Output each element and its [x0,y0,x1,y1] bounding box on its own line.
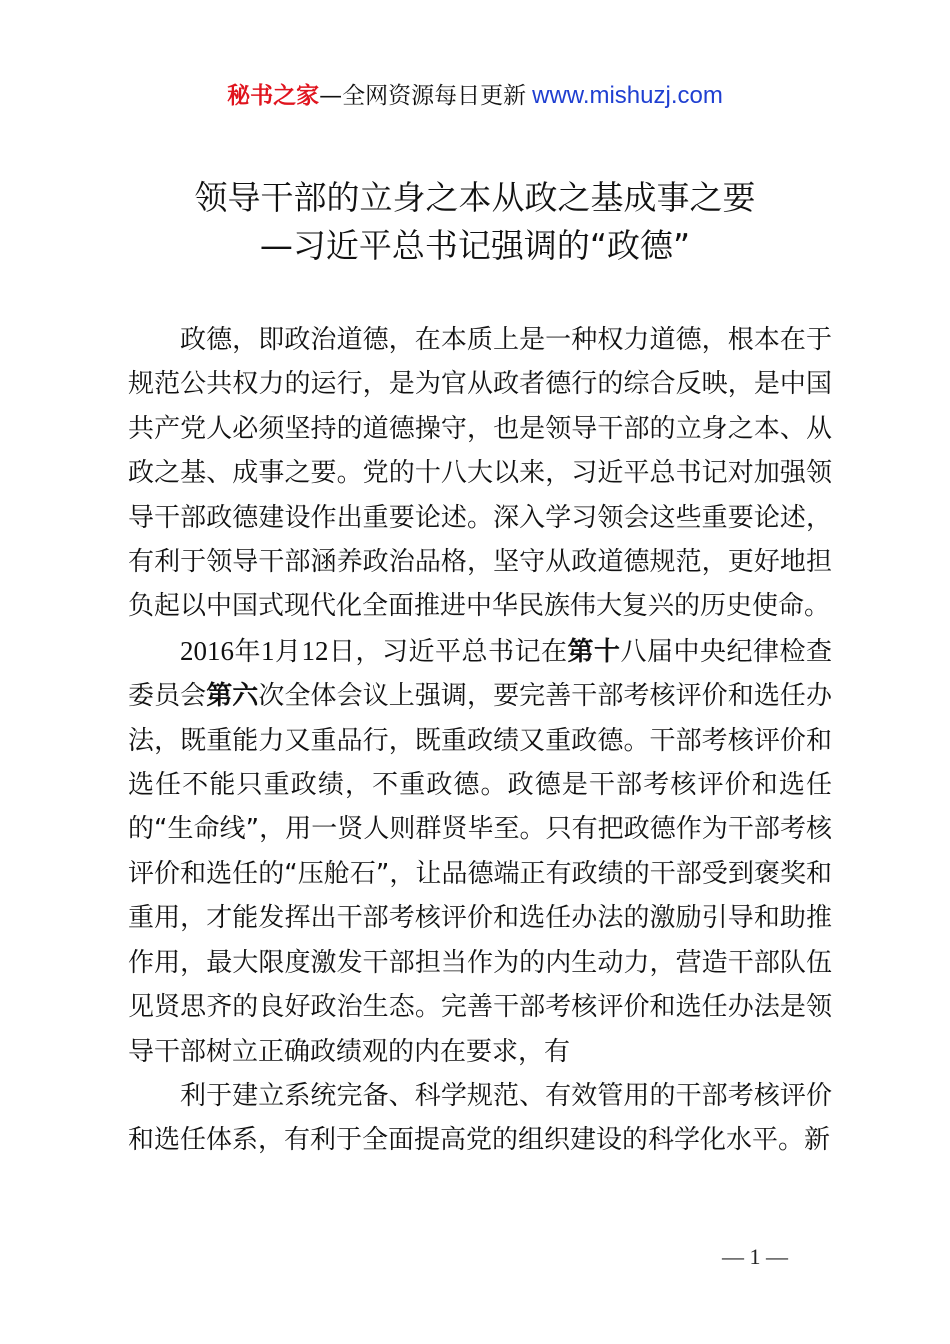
paragraph-1: 政德，即政治道德，在本质上是一种权力道德，根本在于规范公共权力的运行，是为官从政者德行的综合反映，是中国共产党人必须坚持的道德操守，也是领导干部的立身之本、从政之基、成事之要。党的十八大以来，习近平总书记对加强领导干部政德建设作出重要论述。深入学习领会这些重要论述，有利于领导干部涵养政治品格，坚守从政道德规范，更好地担负起以中国式现代化全面推进中华民族伟大复兴的历史使命。 [128,325,832,622]
title-line-subtitle: —习近平总书记强调的“政德” [259,226,691,265]
site-brand: 秘书之家 [227,83,320,109]
site-url-link[interactable]: www.mishuzj.com [532,82,723,109]
paragraph-2-text-a: 日，习近平总书记在 [328,636,568,667]
date-year-unit: 年 [234,636,261,667]
document-body [128,318,832,1163]
document-title [0,174,950,270]
date-month-unit: 月 [274,636,302,667]
paragraph-2-bold-a: 第十 [567,636,621,667]
paragraph-2-text-c: 次全体会议上强调，要完善干部考核评价和选任办法，既重能力又重品行，既重政绩又重政德。干部考核评价和选任不能只重政绩，不重政德。政德是干部考核评价和选任的“生命线”，用一贤人则群贤毕至。只有把政德作为干部考核评价和选任的“压舱石”，让品德端正有政绩的干部受到褒奖和重用，才能发挥出干部考核评价和选任办法的激励引导和助推作用，最大限度激发干部担当作为的内生动力，营造干部队伍见贤思齐的良好政治生态。完善干部考核评价和选任办法是领导干部树立正确政绩观的内在要求，有 [128,681,832,1067]
site-slogan: —全网资源每日更新 [319,83,527,109]
page-number: — 1 — [722,1244,788,1269]
title-line-main: 领导干部的立身之本从政之基成事之要 [194,178,756,217]
paragraph-2 [128,629,832,1074]
paragraph-2-bold-b: 第六 [206,681,259,712]
paragraph-2-text-b: 八届中央纪律检查委员会 [128,636,832,712]
date-year: 2016 [180,635,234,666]
date-day: 12 [301,635,329,666]
paragraph-3: 利于建立系统完备、科学规范、有效管用的干部考核评价和选任体系，有利于全面提高党的组织建设的科学化水平。新 [128,1080,832,1156]
date-month: 1 [261,635,275,666]
site-header [0,80,950,112]
